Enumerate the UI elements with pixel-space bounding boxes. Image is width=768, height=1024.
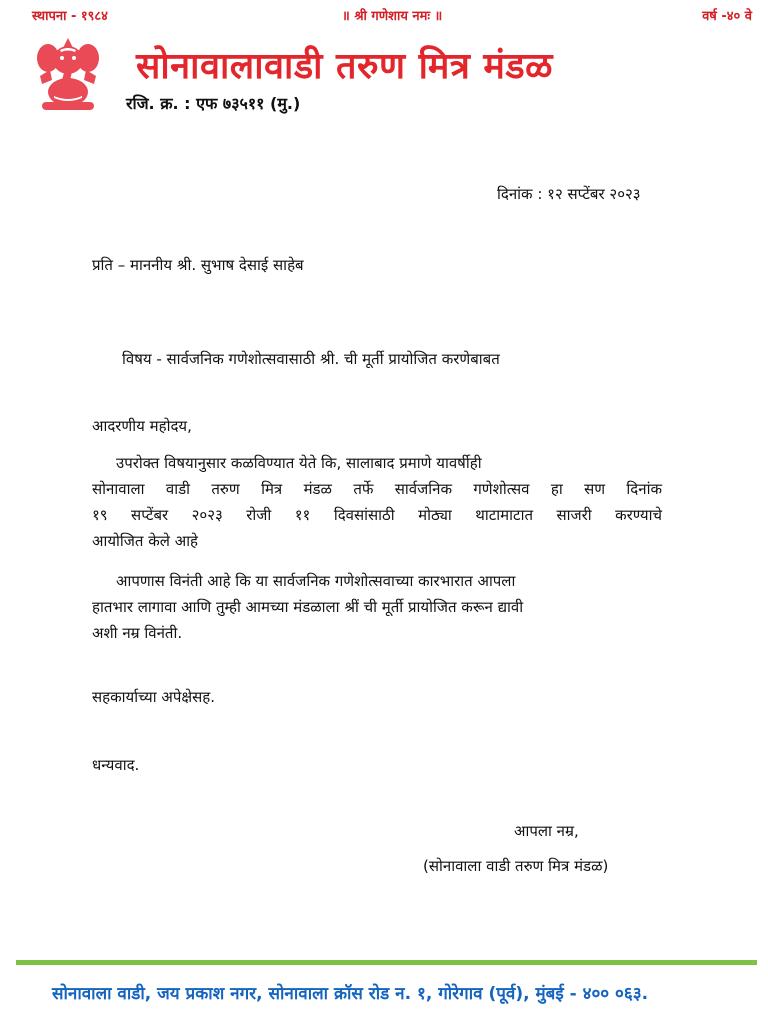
established-text: स्थापना - १९८४ <box>32 9 108 24</box>
signature-line-2: (सोनावाला वाडी तरुण मित्र मंडळ) <box>423 857 609 875</box>
organization-title: सोनावालावाडी तरुण मित्र मंडळ <box>136 46 554 87</box>
recipient-line: प्रति – माननीय श्री. सुभाष देसाई साहेब <box>92 256 304 274</box>
salutation: आदरणीय महोदय, <box>92 417 192 435</box>
year-text: वर्ष -४० वे <box>702 9 752 24</box>
signature-line-1: आपला नम्र, <box>514 822 579 840</box>
registration-number: रजि. क्र. : एफ ७३५११ (मु.) <box>126 94 301 113</box>
thanks-line: धन्यवाद. <box>92 756 140 774</box>
paragraph-line: सोनावाला वाडी तरुण मित्र मंडळ तर्फे सार्वजनिक गणेशोत्सव हा सण दिनांक <box>92 480 662 498</box>
closing-line: सहकार्याच्या अपेक्षेसह. <box>92 688 215 706</box>
paragraph-line: आयोजित केले आहे <box>92 532 199 550</box>
invocation-text: ॥ श्री गणेशाय नमः ॥ <box>342 9 443 24</box>
body-paragraph-1 <box>92 450 662 554</box>
paragraph-line: १९ सप्टेंबर २०२३ रोजी ११ दिवसांसाठी मोठ्या थाटामाटात साजरी करण्याचे <box>92 506 662 524</box>
paragraph-line: अशी नम्र विनंती. <box>92 624 183 642</box>
letter-date: दिनांक : १२ सप्टेंबर २०२३ <box>497 185 641 203</box>
paragraph-line: उपरोक्त विषयानुसार कळविण्यात येते कि, सालाबाद प्रमाणे यावर्षीही <box>116 454 482 472</box>
paragraph-line: हातभार लागावा आणि तुम्ही आमच्या मंडळाला श्रीं ची मूर्ती प्रायोजित करून द्यावी <box>92 598 524 616</box>
paragraph-line: आपणास विनंती आहे कि या सार्वजनिक गणेशोत्सवाच्या कारभारात आपला <box>116 572 516 590</box>
body-paragraph-2 <box>92 568 662 646</box>
subject-line: विषय - सार्वजनिक गणेशोत्सवासाठी श्री. ची मूर्ती प्रायोजित करणेबाबत <box>122 350 500 368</box>
footer-address: सोनावाला वाडी, जय प्रकाश नगर, सोनावाला क्रॉस रोड न. १, गोरेगाव (पूर्व), मुंबई - ४०० ०६३. <box>52 984 649 1004</box>
footer-divider <box>16 960 757 965</box>
ganesha-icon <box>32 36 104 112</box>
